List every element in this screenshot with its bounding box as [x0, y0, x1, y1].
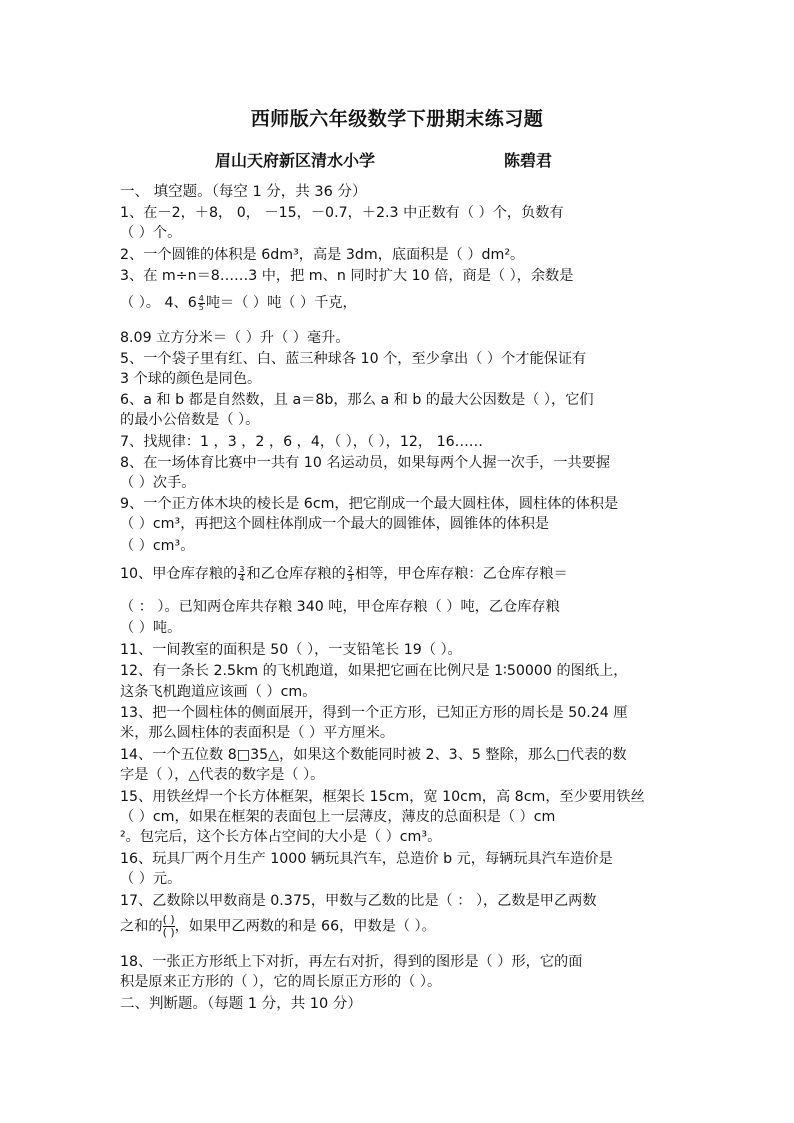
- question-line: 的最小公倍数是（ ）。: [120, 412, 260, 428]
- blank-fraction: ( ) ( ): [162, 913, 175, 939]
- question-line: （ ）元。: [120, 871, 182, 887]
- question-line: （ ）cm，如果在框架的表面包上一层薄皮，薄皮的总面积是（ ）cm: [120, 809, 556, 825]
- question-line: 米，那么圆柱体的表面积是（ ）平方厘米。: [120, 725, 395, 741]
- section-heading-judgement: 二、判断题。（每题 1 分，共 10 分）: [120, 996, 362, 1012]
- author-name: 陈碧君: [504, 151, 553, 170]
- fraction: $\frac{2}{3}$: [347, 564, 353, 583]
- question-line: 11、一间教室的面积是 50（ ），一支铅笔长 19（ ）。: [120, 642, 462, 658]
- question-text: 吨＝（ ）吨（ ）千克，: [205, 295, 357, 311]
- question-line: [120, 914, 680, 939]
- school-name: 眉山天府新区清水小学: [215, 151, 376, 170]
- question-line: 6、a 和 b 都是自然数，且 a＝8b，那么 a 和 b 的最大公因数是（ ），它们: [120, 392, 594, 408]
- question-text: 之和的: [120, 918, 163, 935]
- question-line: 13、把一个圆柱体的侧面展开，得到一个正方形，已知正方形的周长是 50.24 厘: [120, 705, 628, 721]
- question-line: 字是（ ），△代表的数字是（ ）。: [120, 767, 325, 783]
- question-line: （ ）cm³。: [120, 538, 195, 554]
- question-line: 3 个球的颜色是同色。: [120, 371, 262, 387]
- fraction: $\frac{3}{4}$: [239, 564, 245, 583]
- question-line: 16、玩具厂两个月生产 1000 辆玩具汽车，总造价 b 元，每辆玩具汽车造价是: [120, 851, 613, 867]
- question-line: （ ）吨。: [120, 620, 182, 636]
- question-line: 18、一张正方形纸上下对折，再左右对折，得到的图形是（ ）形，它的面: [120, 954, 583, 970]
- question-line: 9、一个正方体木块的棱长是 6cm，把它削成一个最大圆柱体，圆柱体的体积是: [120, 496, 619, 512]
- question-line: （ ： ）。已知两仓库共存粮 340 吨，甲仓库存粮（ ）吨，乙仓库存粮: [120, 599, 560, 615]
- question-line: （ ）次手。: [120, 475, 196, 491]
- section-heading-fill-in: 一、 填空题。（每空 1 分，共 36 分）: [120, 184, 367, 200]
- question-line: 2、一个圆锥的体积是 6dm³，高是 3dm，底面积是（ ）dm²。: [120, 247, 525, 263]
- question-line: 12、有一条长 2.5km 的飞机跑道，如果把它画在比例尺是 1∶50000 的图纸上，: [120, 663, 628, 679]
- question-line: 3、在 m÷n＝8……3 中，把 m、n 同时扩大 10 倍，商是（ ），余数是: [120, 268, 574, 284]
- question-line: 14、一个五位数 8□35△，如果这个数能同时被 2、3、5 整除，那么□代表的数: [120, 747, 627, 763]
- question-line: 7、找规律：1 ，3 ，2 ，6 ，4，（ ），（ ），12， 16……: [120, 434, 483, 450]
- question-line: 积是原来正方形的（ ），它的周长原正方形的（ ）。: [120, 974, 442, 990]
- question-line: （ ）cm³，再把这个圆柱体削成一个最大的圆锥体，圆锥体的体积是: [120, 516, 550, 532]
- question-text: （ ）。 4、6: [120, 295, 197, 311]
- question-line: ²。包完后，这个长方体占空间的大小是（ ）cm³。: [120, 829, 442, 845]
- question-line: （ ）个。: [120, 225, 182, 241]
- question-line: [120, 563, 680, 583]
- question-text: ，如果甲乙两数的和是 66，甲数是（ ）。: [174, 918, 436, 935]
- question-text: 和乙仓库存粮的: [246, 566, 346, 582]
- question-line: 8.09 立方分米＝（ ）升（ ）毫升。: [120, 330, 350, 346]
- question-line: 1、在－2，＋8， 0， －15，－0.7，＋2.3 中正数有（ ）个，负数有: [120, 205, 564, 221]
- question-line: 这条飞机跑道应该画（ ）cm。: [120, 684, 317, 700]
- question-line: 5、一个袋子里有红、白、蓝三种球各 10 个，至少拿出（ ）个才能保证有: [120, 351, 587, 367]
- fraction: $\frac{4}{5}$: [198, 293, 204, 312]
- question-text: 相等，甲仓库存粮：乙仓库存粮＝: [354, 566, 568, 582]
- question-line: 8、在一场体育比赛中一共有 10 名运动员，如果每两个人握一次手，一共要握: [120, 455, 611, 471]
- question-text: 10、甲仓库存粮的: [120, 566, 238, 582]
- page-title: 西师版六年级数学下册期末练习题: [250, 108, 544, 130]
- question-line: [120, 292, 680, 312]
- question-line: 15、用铁丝焊一个长方体框架，框架长 15cm，宽 10cm，高 8cm，至少要用铁丝: [120, 789, 645, 805]
- question-line: 17、乙数除以甲数商是 0.375，甲数与乙数的比是（ ： ），乙数是甲乙两数: [120, 893, 597, 909]
